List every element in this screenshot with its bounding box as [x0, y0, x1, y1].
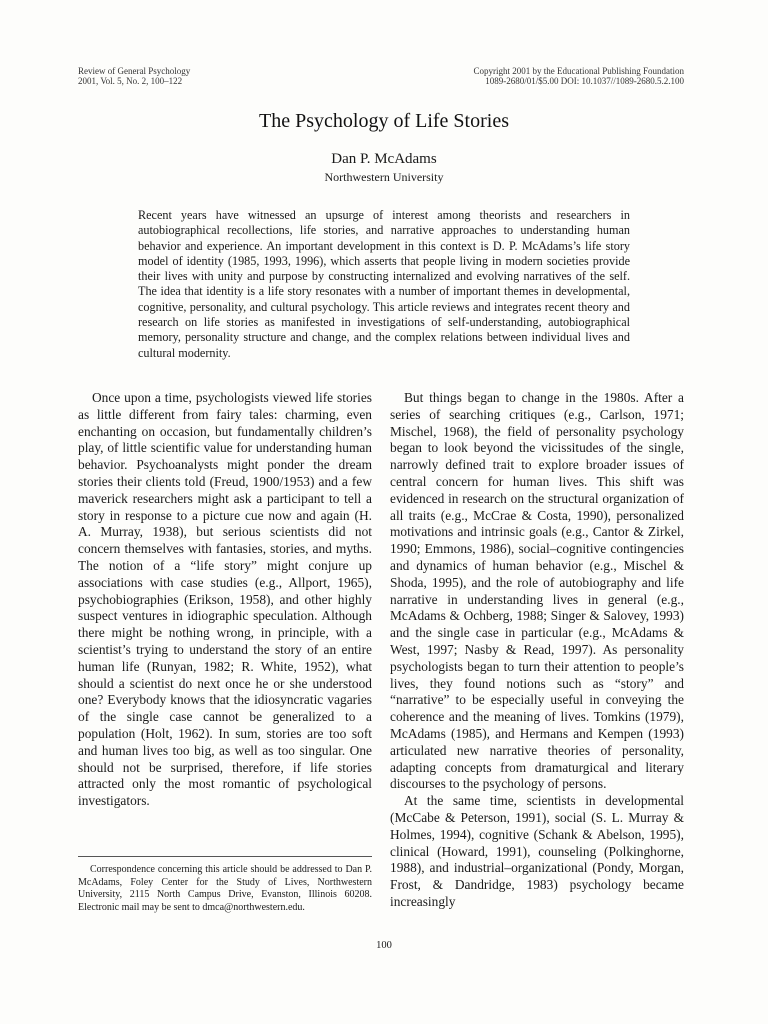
body-paragraph: At the same time, scientists in developmental (McCabe & Peterson, 1991), social (S. L. Murray & Holmes, 1994), cognitive (Schank & Abelson, 1995), clinical (Howard, 1991), counseling (Polkinghorne, 1988), and industrial–organizational (Pondy, Morgan, Frost, & Dandridge, 1983) psychology became increasingly	[390, 793, 684, 909]
article-title: The Psychology of Life Stories	[259, 110, 509, 132]
abstract	[138, 208, 630, 361]
page-number: 100	[376, 940, 392, 951]
correspondence-note: Correspondence concerning this article should be addressed to Dan P. McAdams, Foley Center for the Study of Lives, Northwestern University, 2115 North Campus Drive, Evanston, Illinois 60208. Electronic mail may be sent to dmca@northwestern.edu.	[78, 864, 372, 913]
abstract-text: Recent years have witnessed an upsurge of interest among theorists and researchers in autobiographical recollections, life stories, and narrative approaches to understanding human behavior and experience. An important development in this context is D. P. McAdams’s life story model of identity (1985, 1993, 1996), which asserts that people living in modern societies provide their lives with unity and purpose by constructing internalized and evolving narratives of the self. The idea that identity is a life story resonates with a number of important themes in developmental, cognitive, personality, and cultural psychology. This article reviews and integrates recent theory and research on life stories as manifested in investigations of self-understanding, autobiographical memory, personality structure and change, and the complex relations between individual lives and cultural modernity.	[138, 208, 630, 360]
journal-citation	[78, 66, 190, 86]
journal-volume: 2001, Vol. 5, No. 2, 100–122	[78, 76, 183, 86]
journal-name: Review of General Psychology	[78, 66, 191, 76]
footnote-divider	[78, 856, 372, 857]
body-paragraph: Once upon a time, psychologists viewed life stories as little different from fairy tales: charming, even enchanting on occasion, but fundamentally children’s play, of little scientific value for understanding human behavior. Psychoanalysts might ponder the dream stories their clients told (Freud, 1900/1953) and a few maverick researchers might ask a participant to tell a story in response to a picture cue now and again (H. A. Murray, 1938), but serious scientists did not concern themselves with fantasies, stories, and myths. The notion of a “life story” might conjure up associations with case studies (e.g., Allport, 1965), psychobiographies (Erikson, 1958), and other highly suspect ventures in idiographic speculation. Although there might be nothing wrong, in principle, with a scientist’s trying to understand the story of an entire human life (Runyan, 1982; R. White, 1952), what should a scientist do next once he or she understood one? Everybody knows that the idiosyncratic vagaries of the single case cannot be generalized to a population (Holt, 1962). In sum, stories are too soft and human lives too big, as well as too singular. One should not be surprised, therefore, if life stories attracted only the most romantic of psychological investigators.	[78, 390, 372, 809]
copyright-line: Copyright 2001 by the Educational Publishing Foundation	[473, 66, 684, 76]
footnote	[78, 864, 372, 914]
body-column-left	[78, 390, 372, 810]
doi-line: 1089-2680/01/$5.00 DOI: 10.1037//1089-2680.5.2.100	[485, 76, 684, 86]
author-name: Dan P. McAdams	[331, 151, 437, 167]
copyright-notice	[474, 66, 685, 86]
body-column-right	[390, 390, 684, 911]
author-affiliation: Northwestern University	[324, 170, 444, 184]
body-paragraph: But things began to change in the 1980s. After a series of searching critiques (e.g., Carlson, 1971; Mischel, 1968), the field of personality psychology began to look beyond the vicissitudes of the single, narrowly defined trait to explore broader issues of central concern for human lives. This shift was evidenced in research on the structural organization of all traits (e.g., McCrae & Costa, 1990), personalized motivations and intrinsic goals (e.g., Cantor & Zirkel, 1990; Emmons, 1986), social–cognitive contingencies and dynamics of human behavior (e.g., Mischel & Shoda, 1995), and the role of autobiography and life narrative in understanding lives in general (e.g., McAdams & Ochberg, 1988; Singer & Salovey, 1993) and the single case in particular (e.g., McAdams & West, 1997; Nasby & Read, 1997). As personality psychologists began to turn their attention to people’s lives, they found notions such as “story” and “narrative” to be especially useful in conveying the coherence and the meaning of lives. Tomkins (1979), McAdams (1985), and Hermans and Kempen (1993) articulated new narrative theories of personality, adapting concepts from dramaturgical and literary discourses to the psychology of persons.	[390, 390, 684, 792]
